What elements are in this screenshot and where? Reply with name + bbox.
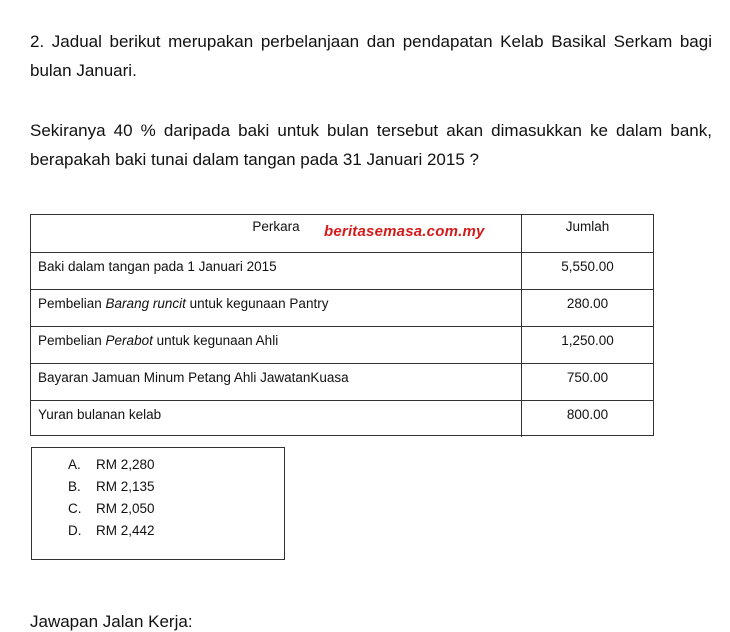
table-row — [31, 253, 653, 290]
item-text: Pembelian — [38, 296, 106, 311]
item-cell — [31, 401, 522, 437]
choice-label: B. — [68, 479, 81, 494]
choice-text: RM 2,135 — [96, 479, 155, 494]
choice-label: C. — [68, 501, 82, 516]
amount-cell: 1,250.00 — [561, 333, 614, 348]
header-item-cell — [31, 215, 522, 252]
item-text-post: untuk kegunaan Pantry — [185, 296, 329, 311]
working-heading: Jawapan Jalan Kerja: — [30, 612, 193, 631]
item-cell — [31, 364, 522, 400]
item-text: Baki dalam tangan pada 1 Januari 2015 — [38, 259, 277, 274]
table-header-row — [31, 215, 653, 253]
table-row — [31, 364, 653, 401]
choice-a[interactable] — [32, 456, 284, 478]
amount-cell: 280.00 — [566, 296, 609, 311]
item-cell — [31, 253, 522, 289]
question-intro: 2. Jadual berikut merupakan perbelanjaan dan pendapatan Kelab Basikal Serkam bagi bulan Januari. — [30, 32, 712, 80]
item-cell — [31, 290, 522, 326]
choice-text: RM 2,280 — [96, 457, 155, 472]
item-text: Pembelian — [38, 333, 106, 348]
choice-b[interactable] — [32, 478, 284, 500]
header-item-label: Perkara — [252, 219, 300, 234]
header-amount-label: Jumlah — [565, 219, 610, 234]
amount-cell: 750.00 — [566, 370, 609, 385]
answer-choices — [31, 447, 285, 560]
choice-d[interactable] — [32, 522, 284, 544]
choice-text: RM 2,050 — [96, 501, 155, 516]
choice-text: RM 2,442 — [96, 523, 155, 538]
choice-label: D. — [68, 523, 82, 538]
amount-cell: 800.00 — [566, 407, 609, 422]
item-italic-text: Perabot — [105, 333, 153, 348]
item-text: Yuran bulanan kelab — [38, 407, 162, 422]
table-row — [31, 401, 653, 437]
table-row — [31, 290, 653, 327]
question-prompt: Sekiranya 40 % daripada baki untuk bulan tersebut akan dimasukkan ke dalam bank, berapakah baki tunai dalam tangan pada 31 Januari 2015 ? — [30, 121, 712, 169]
table-row — [31, 327, 653, 364]
item-text-post: untuk kegunaan Ahli — [152, 333, 279, 348]
item-text: Bayaran Jamuan Minum Petang Ahli JawatanKuasa — [38, 370, 349, 385]
choice-label: A. — [68, 457, 81, 472]
item-cell — [31, 327, 522, 363]
amount-cell: 5,550.00 — [561, 259, 614, 274]
item-italic-text: Barang runcit — [105, 296, 186, 311]
watermark: beritasemasa.com.my — [324, 223, 485, 240]
choice-c[interactable] — [32, 500, 284, 522]
expense-table — [30, 214, 654, 436]
